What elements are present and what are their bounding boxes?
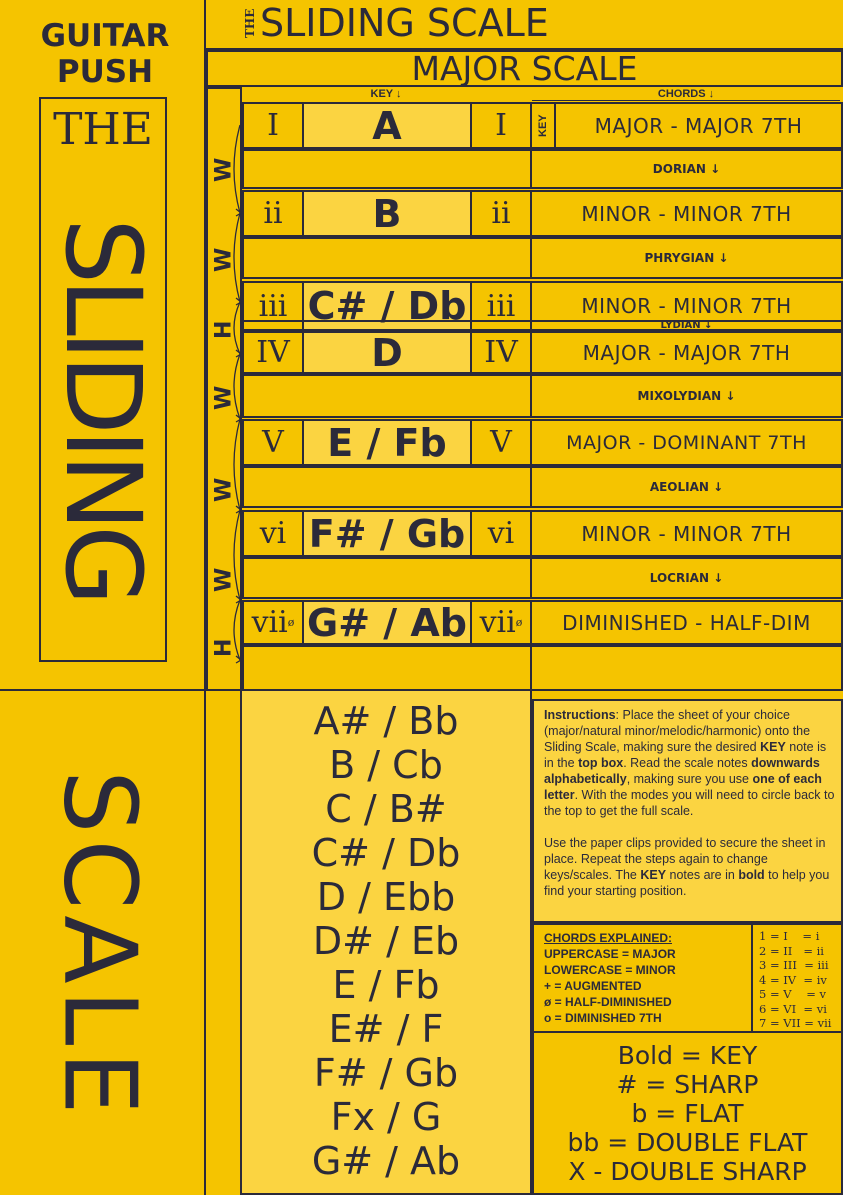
label-rule: [532, 100, 840, 101]
instr-p2c: to help you find your starting position.: [544, 868, 830, 898]
step-w-marker: W: [211, 157, 237, 183]
row-key-note: C# / Db: [302, 281, 472, 331]
roman-text: vi: [487, 516, 515, 551]
row-chord: MINOR - MINOR 7TH: [530, 281, 843, 331]
row-roman-left: [242, 600, 304, 645]
roman-text: vii: [479, 605, 516, 640]
instructions-heading: Instructions: [544, 708, 616, 722]
row-roman-right: [470, 190, 532, 237]
scale-notes-list: [242, 699, 530, 1183]
row-key-note: F# / Gb: [302, 510, 472, 557]
roman-text: I: [267, 108, 279, 143]
scale-note: F# / Gb: [313, 1051, 459, 1095]
mode-label: PHRYGIAN ↓: [530, 237, 843, 279]
row-roman-right: [470, 600, 532, 645]
chord-explain-line: ø = HALF-DIMINISHED: [544, 995, 672, 1009]
half-dim-symbol: ø: [287, 616, 295, 629]
banner-scale: SCALE: [41, 769, 159, 1121]
instr-p1-top: top box: [578, 756, 624, 770]
scale-note: C# / Db: [311, 831, 461, 875]
mode-spacer: [242, 320, 532, 331]
numeral-line: 5 = V = v: [759, 987, 826, 1001]
row-chord: MINOR - MINOR 7TH: [530, 510, 843, 557]
roman-text: vi: [259, 516, 287, 551]
row-chord: MAJOR - DOMINANT 7TH: [530, 419, 843, 466]
instr-p2b: notes are in: [666, 868, 739, 882]
legend-line: bb = DOUBLE FLAT: [567, 1128, 808, 1157]
step-w-marker: W: [211, 477, 237, 503]
header-the: THE: [243, 8, 257, 38]
roman-text: iii: [258, 288, 288, 324]
row-key-note: B: [302, 190, 472, 237]
numeral-line: 7 = VII = vii: [759, 1016, 832, 1030]
key-label: KEY ↓: [370, 88, 402, 100]
step-arrow: [234, 600, 240, 660]
numerals-lines: [759, 929, 831, 1031]
mode-label: LYDIAN ↓: [530, 320, 843, 331]
mode-spacer: [242, 374, 532, 418]
chords-explained-lines: [544, 946, 676, 1026]
row-roman-left: [242, 510, 304, 557]
numeral-line: 4 = IV = iv: [759, 972, 827, 987]
roman-text: ii: [263, 196, 283, 231]
roman-text: V: [262, 425, 284, 460]
brand-line2: PUSH: [56, 54, 154, 90]
scale-note: D# / Eb: [312, 919, 460, 963]
arrow-head: [236, 209, 241, 216]
scale-note: Fx / G: [330, 1095, 442, 1139]
row-chord: DIMINISHED - HALF-DIM: [530, 600, 843, 645]
instructions-text: [544, 707, 836, 899]
scale-note: E / Fb: [332, 963, 440, 1007]
row-roman-left: [242, 190, 304, 237]
bottom-spacer-right: [530, 645, 843, 691]
step-w-marker: W: [211, 385, 237, 411]
row-roman-right: [470, 510, 532, 557]
row-roman-right: [470, 102, 532, 149]
instr-p1: : Place the sheet of your choice (major/natural minor/melodic/harmonic) onto the Sliding Scale, making sure the desired: [544, 708, 811, 754]
step-arrow: [234, 354, 240, 419]
roman-text: V: [490, 425, 512, 460]
banner-sliding: SLIDING: [42, 218, 164, 600]
roman-text: vii: [251, 605, 288, 640]
mode-spacer: [242, 466, 532, 508]
row-roman-left: [242, 102, 304, 149]
scale-note: G# / Ab: [311, 1139, 461, 1183]
step-h-marker: H: [211, 638, 237, 658]
legend-line: X - DOUBLE SHARP: [568, 1157, 807, 1186]
roman-text: I: [495, 108, 507, 143]
numeral-line: 3 = III = iii: [759, 958, 829, 972]
chords-explained-box: [532, 923, 753, 1033]
scale-note: A# / Bb: [313, 699, 459, 743]
instr-p2-bold: bold: [738, 868, 765, 882]
step-arrow: [234, 419, 240, 510]
instr-p1b: note is in the: [544, 740, 827, 770]
arrow-head: [236, 596, 241, 603]
row-key-note: D: [302, 331, 472, 374]
roman-text: ii: [491, 196, 511, 231]
scale-note: D / Ebb: [316, 875, 456, 919]
row-key-note: G# / Ab: [302, 600, 472, 645]
instr-p1d: , making sure you use: [626, 772, 753, 786]
step-arrows: [206, 87, 246, 691]
key-side-label: KEY: [530, 102, 556, 149]
chord-explain-line: LOWERCASE = MINOR: [544, 963, 676, 977]
instr-p1-down: downwards alphabetically: [544, 756, 820, 786]
instr-p1e: . With the modes you will need to circle back to the top to get the full scale.: [544, 788, 835, 818]
scale-note: C / B#: [325, 787, 447, 831]
legend-box: [532, 1031, 843, 1195]
step-arrow: [234, 510, 240, 600]
header-subtitle: MAJOR SCALE: [411, 49, 638, 88]
row-roman-left: [242, 419, 304, 466]
step-w-marker: W: [211, 247, 237, 273]
bottom-spacer: [242, 645, 532, 691]
subtitle-box: [206, 50, 843, 87]
numeral-line: 1 = I = i: [759, 929, 820, 943]
scale-note: B / Cb: [329, 743, 443, 787]
step-arrow: [234, 213, 240, 302]
scale-notes-panel: [240, 689, 532, 1195]
numerals-box: [751, 923, 843, 1033]
left-divider: [0, 689, 205, 691]
numeral-line: 2 = II = ii: [759, 943, 824, 958]
mode-label: AEOLIAN ↓: [530, 466, 843, 508]
mode-label: DORIAN ↓: [530, 149, 843, 189]
row-roman-right: [470, 419, 532, 466]
mode-spacer: [242, 557, 532, 599]
roman-text: IV: [256, 335, 290, 370]
row-chord: MAJOR - MAJOR 7TH: [530, 331, 843, 374]
mode-spacer: [242, 149, 532, 189]
scale-note: E# / F: [328, 1007, 444, 1051]
sliding-banner: [39, 97, 167, 662]
step-arrow: [234, 302, 240, 354]
roman-text: IV: [484, 335, 518, 370]
arrow-head: [236, 506, 241, 513]
row-chord: MAJOR - MAJOR 7TH: [554, 102, 843, 149]
step-arrow: [234, 125, 240, 213]
row-chord: MINOR - MINOR 7TH: [530, 190, 843, 237]
row-roman-left: [242, 331, 304, 374]
chord-explain-line: o = DIMINISHED 7TH: [544, 1011, 662, 1025]
row-key-note: E / Fb: [302, 419, 472, 466]
legend-lines: [534, 1041, 841, 1186]
chord-explain-line: UPPERCASE = MAJOR: [544, 947, 676, 961]
instr-p1-key: KEY: [760, 740, 786, 754]
step-h-marker: H: [211, 320, 237, 340]
roman-text: iii: [486, 288, 516, 324]
header-title-group: [206, 0, 843, 50]
header-title: SLIDING SCALE: [260, 1, 549, 45]
chords-label: CHORDS ↓: [657, 88, 715, 100]
half-dim-symbol: ø: [515, 616, 523, 629]
brand-logo: [20, 18, 190, 90]
chords-explained-heading: CHORDS EXPLAINED:: [544, 931, 673, 945]
mode-label: MIXOLYDIAN ↓: [530, 374, 843, 418]
legend-line: # = SHARP: [616, 1070, 759, 1099]
instructions-box: [532, 699, 843, 923]
legend-line: Bold = KEY: [617, 1041, 758, 1070]
step-w-marker: W: [211, 567, 237, 593]
row-roman-right: [470, 331, 532, 374]
numeral-line: 6 = VI = vi: [759, 1001, 827, 1016]
banner-the: THE: [53, 103, 153, 155]
mode-spacer: [242, 237, 532, 279]
instr-p2: Use the paper clips provided to secure the sheet in place. Repeat the steps again to change keys/scales. The: [544, 836, 826, 882]
mode-label: LOCRIAN ↓: [530, 557, 843, 599]
legend-line: b = FLAT: [631, 1099, 744, 1128]
instr-p2-key: KEY: [640, 868, 667, 882]
instr-p1c: . Read the scale notes: [623, 756, 752, 770]
brand-line1: GUITAR: [40, 18, 170, 54]
instr-p1-one: one of each letter: [544, 772, 822, 802]
row-key-note: A: [302, 102, 472, 149]
chord-explain-line: + = AUGMENTED: [544, 979, 642, 993]
